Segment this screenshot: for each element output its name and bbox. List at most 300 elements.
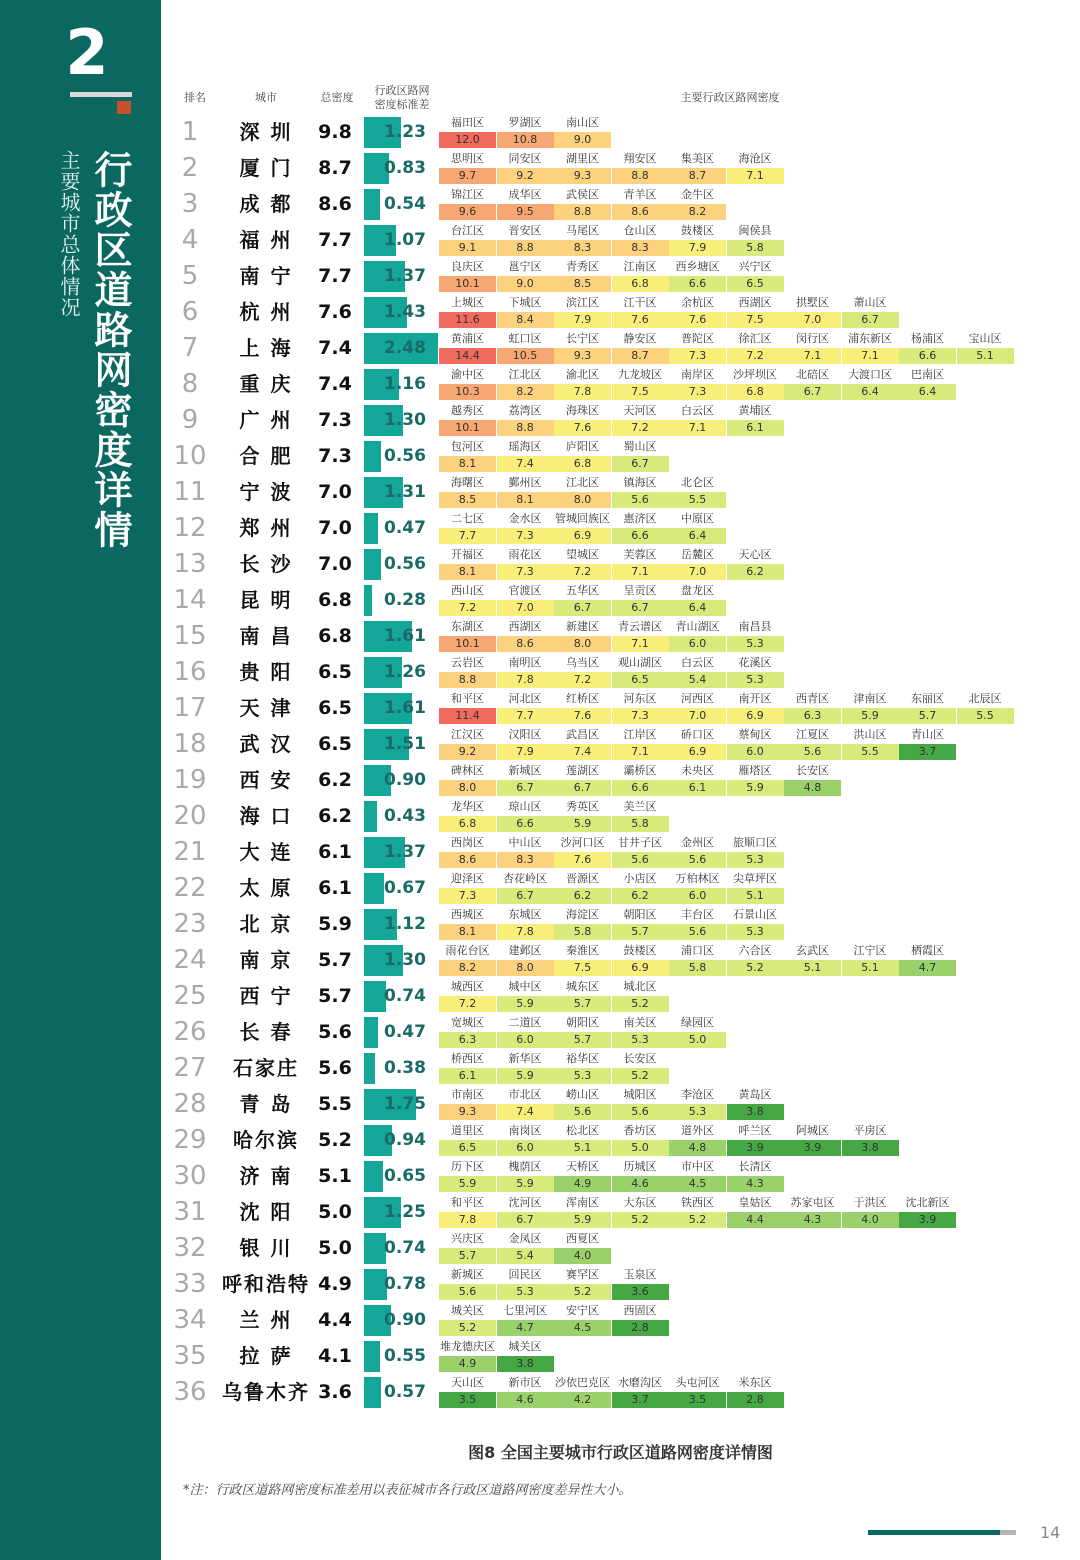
district-name: 秀英区 [566,800,599,813]
district-name: 新城区 [508,764,542,777]
district-density: 6.0 [727,744,784,760]
district-density: 7.4 [497,456,554,472]
city-label: 厦 门 [239,156,293,180]
district-name: 西山区 [451,584,484,597]
district-name: 鼓楼区 [623,944,657,957]
total-density: 6.1 [318,877,352,899]
district-name: 江汉区 [451,728,484,741]
district-name: 米东区 [738,1376,772,1389]
district-name: 南山区 [566,116,599,129]
city-label: 合 肥 [239,444,293,468]
district-name: 天桥区 [566,1160,599,1173]
std-value: 1.12 [384,914,426,934]
total-density: 9.8 [318,121,352,143]
district-name: 闵行区 [796,332,829,345]
district-name: 马尾区 [566,224,599,237]
std-value: 0.43 [384,806,426,826]
district-name: 西城区 [451,908,484,921]
table-row [0,1266,1080,1302]
district-name: 闽侯县 [738,224,772,237]
district-density: 6.0 [497,1032,554,1048]
district-density: 5.2 [439,1320,496,1336]
district-name: 沈河区 [508,1196,542,1209]
district-name: 鄞州区 [508,476,542,489]
district-name: 新城区 [451,1268,484,1281]
std-value: 2.48 [384,338,426,358]
district-density: 5.8 [727,240,784,256]
std-bar [364,981,386,1012]
table-row [0,366,1080,402]
rank-label: 27 [173,1053,207,1083]
district-name: 虹口区 [508,332,542,345]
city-label: 南 京 [239,948,293,972]
district-density: 8.3 [612,240,669,256]
district-density: 9.5 [497,204,554,220]
total-density: 6.2 [318,805,352,827]
rank-label: 15 [173,621,207,651]
table-row [0,402,1080,438]
rank-label: 12 [173,513,207,543]
table-row [0,1014,1080,1050]
city-label: 哈尔滨 [233,1128,299,1152]
table-row [0,870,1080,906]
rank-label: 21 [173,837,207,867]
district-name: 滨江区 [566,296,599,309]
district-density: 4.5 [669,1176,726,1192]
district-density: 11.6 [439,312,496,328]
district-name: 槐荫区 [508,1160,542,1173]
district-density: 4.8 [669,1140,726,1156]
district-density: 9.0 [554,132,611,148]
district-name: 长宁区 [566,332,599,345]
std-bar [364,873,384,904]
district-density: 5.5 [957,708,1014,724]
std-value: 1.37 [384,266,426,286]
rank-label: 25 [173,981,207,1011]
district-name: 越秀区 [451,404,484,417]
city-label: 石家庄 [233,1056,299,1080]
district-name: 鼓楼区 [681,224,714,237]
district-name: 小店区 [623,872,657,885]
district-density: 5.6 [669,924,726,940]
district-name: 和平区 [451,692,484,705]
district-name: 城西区 [451,980,484,993]
district-density: 7.1 [612,744,669,760]
district-density: 9.2 [439,744,496,760]
table-row [0,654,1080,690]
district-density: 4.6 [612,1176,669,1192]
district-density: 7.3 [497,564,554,580]
table-row [0,726,1080,762]
std-bar [364,1233,386,1264]
district-density: 6.8 [554,456,611,472]
district-name: 蔡甸区 [738,728,772,741]
district-density: 7.8 [497,924,554,940]
district-name: 良庆区 [451,260,484,273]
district-name: 管城回族区 [555,512,610,525]
district-name: 江南区 [623,260,657,273]
district-density: 5.6 [554,1104,611,1120]
district-density: 6.3 [439,1032,496,1048]
district-density: 8.8 [554,204,611,220]
district-density: 7.4 [497,1104,554,1120]
district-name: 荔湾区 [508,404,542,417]
district-name: 江岸区 [623,728,657,741]
district-density: 5.7 [554,1032,611,1048]
district-name: 莲湖区 [566,764,599,777]
city-label: 沈 阳 [239,1200,293,1224]
district-density: 7.2 [612,420,669,436]
rank-label: 18 [173,729,207,759]
total-density: 5.9 [318,913,352,935]
district-density: 8.5 [554,276,611,292]
city-label: 南 宁 [239,264,293,288]
district-name: 铁西区 [681,1196,714,1209]
district-density: 4.7 [497,1320,554,1336]
district-density: 5.6 [669,852,726,868]
std-value: 1.26 [384,662,426,682]
district-density: 4.9 [439,1356,496,1372]
std-value: 0.56 [384,554,426,574]
district-name: 桥西区 [451,1052,484,1065]
city-label: 济 南 [239,1164,293,1188]
district-name: 苏家屯区 [790,1196,835,1209]
table-row [0,762,1080,798]
district-name: 未央区 [681,764,714,777]
district-name: 裕华区 [566,1052,599,1065]
header-rank: 排名 [184,91,206,104]
section-accent-square [117,101,131,114]
rank-label: 28 [173,1089,207,1119]
rank-label: 9 [181,405,199,435]
city-label: 海 口 [239,804,293,828]
city-label: 青 岛 [239,1092,293,1116]
district-density: 7.2 [439,996,496,1012]
table-row [0,474,1080,510]
district-density: 4.4 [727,1212,784,1228]
district-density: 6.9 [612,960,669,976]
district-name: 晋源区 [566,872,599,885]
district-density: 7.0 [669,564,726,580]
rank-label: 17 [173,693,207,723]
district-name: 城中区 [508,980,542,993]
district-name: 浑南区 [566,1196,599,1209]
std-bar [364,1017,378,1048]
std-value: 0.57 [384,1382,426,1402]
district-density: 9.6 [439,204,496,220]
district-name: 罗湖区 [508,116,542,129]
district-density: 6.6 [497,816,554,832]
total-density: 5.7 [318,949,352,971]
district-name: 城关区 [451,1304,484,1317]
total-density: 4.9 [318,1273,352,1295]
std-value: 1.75 [384,1094,426,1114]
district-name: 南开区 [738,692,772,705]
district-name: 普陀区 [681,332,714,345]
district-name: 堆龙德庆区 [440,1340,495,1353]
district-name: 雨花台区 [445,944,490,957]
district-name: 思明区 [451,152,484,165]
total-density: 5.6 [318,1021,352,1043]
district-density: 5.6 [784,744,841,760]
district-name: 南岸区 [681,368,714,381]
table-row [0,942,1080,978]
district-name: 海沧区 [738,152,772,165]
district-name: 兴庆区 [451,1232,484,1245]
rank-label: 5 [181,261,199,291]
district-name: 沈北新区 [905,1196,950,1209]
rank-label: 16 [173,657,207,687]
district-name: 二道区 [508,1016,542,1029]
rank-label: 13 [173,549,207,579]
district-name: 皇姑区 [738,1196,772,1209]
header-city: 城市 [255,91,277,104]
header-std: 行政区路网 密度标准差 [374,84,430,111]
district-density: 6.2 [727,564,784,580]
district-density: 7.3 [669,384,726,400]
rank-label: 29 [173,1125,207,1155]
district-density: 9.3 [554,348,611,364]
district-density: 5.1 [842,960,899,976]
table-row [0,1302,1080,1338]
rank-label: 31 [173,1197,207,1227]
district-density: 5.2 [554,1284,611,1300]
district-density: 7.1 [612,564,669,580]
district-density: 6.7 [497,780,554,796]
district-name: 江夏区 [796,728,829,741]
district-name: 历下区 [451,1160,484,1173]
district-density: 6.8 [727,384,784,400]
table-row [0,1338,1080,1374]
district-density: 5.7 [554,996,611,1012]
district-density: 8.3 [497,852,554,868]
district-density: 10.1 [439,276,496,292]
district-name: 城阳区 [623,1088,657,1101]
district-name: 西固区 [623,1304,657,1317]
district-name: 河东区 [623,692,657,705]
table-row [0,510,1080,546]
district-name: 美兰区 [623,800,657,813]
district-density: 6.7 [612,600,669,616]
district-density: 7.1 [842,348,899,364]
district-density: 7.3 [439,888,496,904]
table-row [0,114,1080,150]
district-name: 云岩区 [451,656,484,669]
district-name: 绿园区 [681,1016,714,1029]
district-density: 8.3 [554,240,611,256]
district-name: 二七区 [451,512,484,525]
std-value: 1.31 [384,482,426,502]
rank-label: 32 [173,1233,207,1263]
district-density: 7.2 [727,348,784,364]
district-name: 黄浦区 [451,332,484,345]
std-value: 1.16 [384,374,426,394]
district-density: 7.6 [612,312,669,328]
district-density: 5.4 [497,1248,554,1264]
district-name: 道里区 [451,1124,484,1137]
total-density: 5.5 [318,1093,352,1115]
rank-label: 2 [181,153,199,183]
district-density: 6.8 [612,276,669,292]
district-density: 4.9 [554,1176,611,1192]
district-name: 市中区 [681,1160,714,1173]
city-label: 兰 州 [239,1308,293,1332]
district-density: 5.9 [554,1212,611,1228]
district-name: 六合区 [738,944,772,957]
std-value: 0.94 [384,1130,426,1150]
district-name: 和平区 [451,1196,484,1209]
std-bar [364,801,377,832]
district-name: 新华区 [508,1052,542,1065]
district-density: 5.2 [612,1068,669,1084]
total-density: 5.7 [318,985,352,1007]
city-label: 广 州 [239,408,293,432]
city-label: 郑 州 [239,516,293,540]
district-name: 大东区 [623,1196,657,1209]
district-density: 5.3 [612,1032,669,1048]
district-name: 西青区 [796,692,829,705]
district-density: 10.5 [497,348,554,364]
district-name: 东丽区 [911,692,944,705]
district-density: 7.4 [554,744,611,760]
district-name: 玄武区 [796,944,829,957]
district-name: 建邺区 [508,944,542,957]
district-name: 湖里区 [566,152,599,165]
district-name: 兴宁区 [738,260,772,273]
rank-label: 36 [173,1377,207,1407]
district-density: 4.0 [554,1248,611,1264]
district-name: 龙华区 [451,800,484,813]
district-density: 3.8 [727,1104,784,1120]
std-bar [364,549,381,580]
district-density: 6.7 [784,384,841,400]
std-bar [364,1341,380,1372]
district-name: 沙依巴克区 [555,1376,610,1389]
district-density: 6.4 [899,384,956,400]
std-value: 1.37 [384,842,426,862]
city-label: 福 州 [239,228,293,252]
district-name: 青秀区 [566,260,599,273]
district-name: 河北区 [508,692,542,705]
std-value: 0.47 [384,518,426,538]
district-density: 5.2 [727,960,784,976]
total-density: 4.4 [318,1309,352,1331]
district-density: 5.3 [727,672,784,688]
total-density: 7.0 [318,481,352,503]
table-row [0,906,1080,942]
table-row [0,1158,1080,1194]
std-value: 0.67 [384,878,426,898]
std-value: 0.28 [384,590,426,610]
district-density: 6.8 [439,816,496,832]
district-name: 平房区 [853,1124,887,1137]
district-name: 红桥区 [566,692,599,705]
district-name: 仓山区 [623,224,657,237]
rank-label: 23 [173,909,207,939]
district-name: 栖霞区 [911,944,944,957]
district-density: 5.9 [554,816,611,832]
std-bar [364,585,372,616]
district-density: 5.7 [612,924,669,940]
district-density: 8.1 [439,456,496,472]
table-row [0,618,1080,654]
district-density: 9.0 [497,276,554,292]
section-divider [70,92,132,97]
city-label: 长 春 [239,1020,293,1044]
district-density: 10.1 [439,636,496,652]
total-density: 5.0 [318,1237,352,1259]
district-name: 官渡区 [508,584,542,597]
total-density: 5.6 [318,1057,352,1079]
city-label: 西 安 [239,768,293,792]
district-name: 望城区 [566,548,599,561]
district-density: 8.6 [497,636,554,652]
city-label: 杭 州 [239,300,293,324]
district-density: 11.4 [439,708,496,724]
table-row [0,330,1080,366]
district-density: 6.7 [612,456,669,472]
total-density: 6.2 [318,769,352,791]
table-row [0,798,1080,834]
std-value: 0.90 [384,770,426,790]
district-density: 7.5 [554,960,611,976]
table-row [0,1230,1080,1266]
total-density: 6.5 [318,733,352,755]
district-density: 7.9 [669,240,726,256]
district-name: 上城区 [451,296,484,309]
city-label: 乌鲁木齐 [222,1380,310,1404]
district-name: 崂山区 [566,1088,599,1101]
table-row [0,258,1080,294]
std-value: 1.07 [384,230,426,250]
district-name: 锦江区 [451,188,484,201]
district-name: 新建区 [566,620,599,633]
table-row [0,690,1080,726]
section-subtitle: 主要城市总体情况 [57,150,81,318]
district-density: 8.4 [497,312,554,328]
rank-label: 24 [173,945,207,975]
district-density: 8.8 [497,420,554,436]
district-name: 余杭区 [681,296,714,309]
city-label: 武 汉 [239,732,293,756]
std-value: 0.56 [384,446,426,466]
city-label: 深 圳 [239,120,293,144]
district-density: 6.3 [784,708,841,724]
district-name: 岳麓区 [681,548,714,561]
table-row [0,1194,1080,1230]
district-density: 8.6 [612,204,669,220]
district-density: 8.2 [669,204,726,220]
district-density: 8.5 [439,492,496,508]
district-density: 6.7 [497,1212,554,1228]
district-name: 成华区 [508,188,542,201]
district-density: 10.3 [439,384,496,400]
city-label: 昆 明 [239,588,293,612]
district-density: 8.1 [439,564,496,580]
district-density: 7.7 [497,708,554,724]
rank-label: 26 [173,1017,207,1047]
figure-caption: 图8 全国主要城市行政区道路网密度详情图 [468,1443,773,1462]
city-label: 长 沙 [239,552,293,576]
district-name: 大渡口区 [848,368,892,381]
district-density: 5.9 [497,996,554,1012]
rank-label: 4 [181,225,199,255]
district-name: 西湖区 [738,296,772,309]
district-name: 金水区 [508,512,542,525]
district-density: 5.9 [842,708,899,724]
district-name: 长安区 [623,1052,657,1065]
district-name: 杏花岭区 [503,872,547,885]
